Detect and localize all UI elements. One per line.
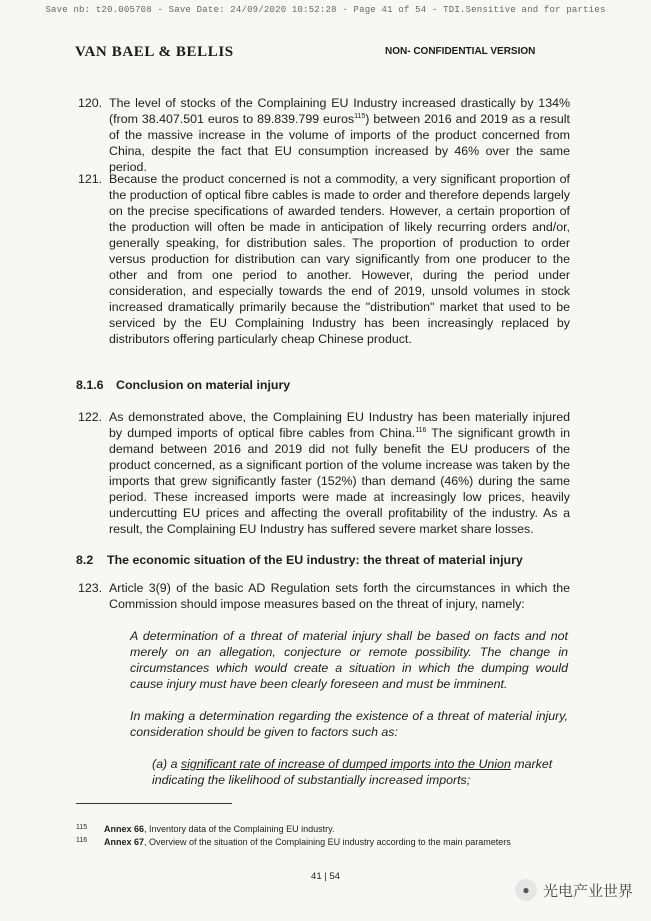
paragraph-122 [78,409,570,537]
footnote-ref-116[interactable]: 116 [415,426,427,434]
quote-threat-determination: A determination of a threat of material injury shall be based on facts and not merely on an allegation, conjecture or remote possibility. The change in circumstances which would create a situation in which the dumping would cause injury must have been clearly foreseen and must be imminent. [130,629,568,691]
firm-name: VAN BAEL & BELLIS [75,44,234,60]
section-heading-8-1-6 [76,378,290,392]
save-info-line: Save nb: t20.005708 - Save Date: 24/09/2020 10:52:28 - Page 41 of 54 - TDI.Sensitive and for parties [45,5,606,15]
paragraph-number: 122. [78,410,103,424]
watermark-text: 光电产业世界 [542,881,633,900]
quote-factors-intro: In making a determination regarding the existence of a threat of material injury, consideration should be given to factors such as: [130,709,568,739]
paragraph-text: Because the product concerned is not a commodity, a very significant proportion of the production of optical fibre cables is made to order and therefore depends largely on the precise specifications of awarded tenders. However, a certain proportion of the production will often be made in anticipation of likely recurring orders and/or, generally speaking, for distribution sales. The proportion of production to order versus production for distribution can vary significantly from one producer to the other and from one period to another. However, during the period under consideration, and especially towards the end of 2019, unsold volumes in stock increased dramatically primarily because the "distribution" market that used to be serviced by the EU Complaining Industry has been increasingly replaced by distributors offering particularly cheap Chinese product. [109,172,570,346]
section-heading-8-2 [76,553,523,567]
annex-reference: Annex 66 [104,824,145,834]
section-title: Conclusion on material injury [116,378,291,392]
paragraph-text: As demonstrated above, the Complaining EU Industry has been materially injured by dumped imports of optical fibre cables from China.$^{116}$ The significant growth in demand between 2016 and 2019 did not fully benefit the EU producers of the product concerned, as a significant portion of the volume increase was taken by the imports that grew significantly faster (152%) than demand (46%) during the same period. These increased imports were made at increasingly low prices, heavily undercutting EU prices and affecting the overall profitability of the industry. As a result, the Complaining EU Industry has suffered severe market share losses. [109,410,570,536]
page-number: 41 | 54 [311,871,340,882]
section-number: 8.1.6 [76,378,104,392]
footnote-116: 116 Annex 67, Overview of the situation of the Complaining EU industry according to the main parameters [76,837,511,847]
section-title: The economic situation of the EU industry: the threat of material injury [107,553,523,567]
paragraph-123 [78,580,570,612]
footnote-ref-115[interactable]: 115 [354,112,366,120]
footnote-divider [76,803,232,804]
footnote-number: 115 [76,824,88,831]
paragraph-121 [78,171,570,347]
section-number: 8.2 [76,553,94,567]
paragraph-number: 120. [78,96,103,110]
confidentiality-label: NON- CONFIDENTIAL VERSION [385,46,536,57]
wechat-logo-icon: ● [515,879,537,901]
annex-reference: Annex 67 [104,837,145,847]
paragraph-120 [78,95,570,175]
quote-factor-a: (a) a significant rate of increase of dumped imports into the Union market indicating the likelihood of substantially increased imports; [152,757,553,787]
footnote-115: 115 Annex 66, Inventory data of the Complaining EU industry. [76,824,335,834]
underlined-phrase: significant rate of increase of dumped imports into the Union [180,757,511,771]
paragraph-number: 123. [78,581,103,595]
watermark [515,879,633,901]
paragraph-text: Article 3(9) of the basic AD Regulation sets forth the circumstances in which the Commission should impose measures based on the threat of injury, namely: [109,581,570,611]
footnote-number: 116 [76,837,88,844]
paragraph-text: The level of stocks of the Complaining EU Industry increased drastically by 134% (from 38.407.501 euros to 89.839.799 euros$^{115}$) between 2016 and 2019 as a result of the massive increase in the volume of imports of the product concerned from China, despite the fact that EU consumption increased by 46% over the same period. [109,96,570,174]
paragraph-number: 121. [78,172,103,186]
